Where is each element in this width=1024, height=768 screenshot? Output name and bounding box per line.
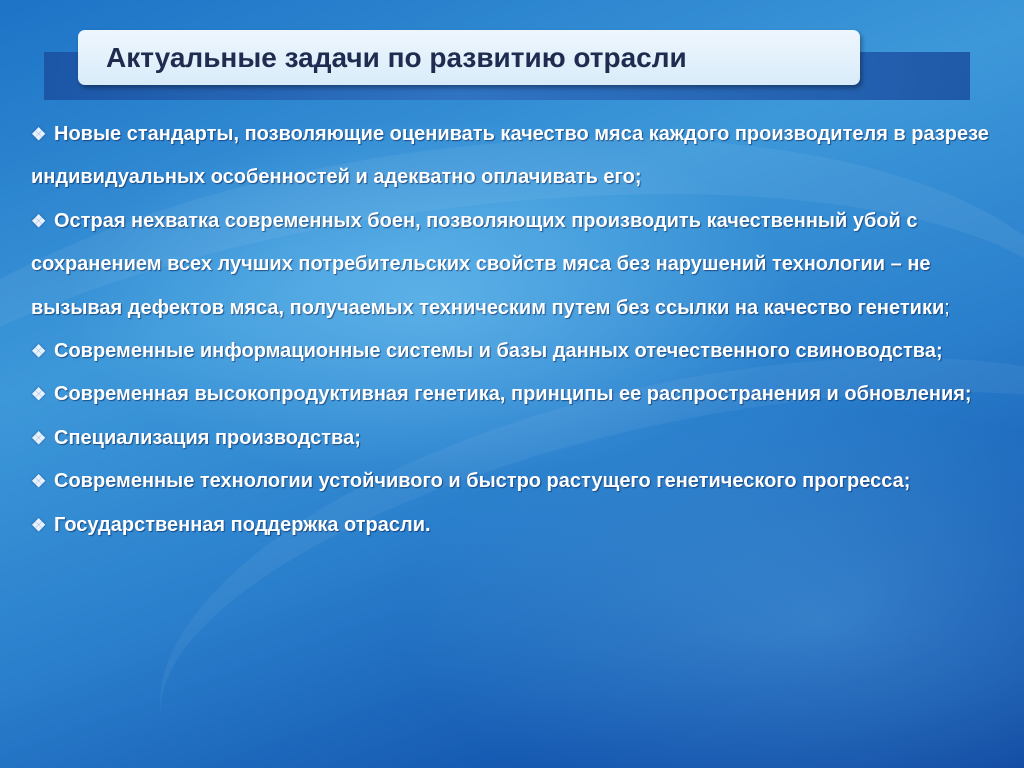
list-item [31,460,1021,503]
item-text: Современная высокопродуктивная генетика, принципы ее распространения и обновления; [54,383,972,406]
slide-title: Актуальные задачи по развитию отрасли [106,41,687,73]
diamond-bullet-icon: ❖ [31,342,47,362]
diamond-bullet-icon: ❖ [31,515,47,535]
diamond-bullet-icon: ❖ [31,428,47,448]
list-item [31,373,1021,416]
diamond-bullet-icon: ❖ [31,385,47,405]
list-item [31,200,1021,330]
item-text: Специализация производства; [54,426,361,449]
item-text: Современные информационные системы и базы данных отечественного свиноводства; [54,340,943,363]
item-trail: ; [944,296,950,319]
diamond-bullet-icon: ❖ [31,211,47,231]
item-text: Острая нехватка современных боен, позволяющих производить качественный убой с сохранением всех лучших потребительских свойств мяса без нарушений технологии – не вызывая дефектов мяса, получаемых техническим путем без ссылки на качество генетики [31,209,945,319]
list-item [31,417,1021,460]
diamond-bullet-icon: ❖ [31,125,47,144]
list-item [31,113,1021,200]
item-text: Современные технологии устойчивого и быстро растущего генетического прогресса; [54,470,911,493]
item-text: Государственная поддержка отрасли. [54,513,431,536]
list-item [31,504,1021,547]
title-box [78,30,860,85]
diamond-bullet-icon: ❖ [31,472,47,492]
bullet-list [31,113,1021,547]
list-item [31,330,1021,373]
item-text: Новые стандарты, позволяющие оценивать качество мяса каждого производителя в разрезе индивидуальных особенностей и адекватно оплачивать его; [31,123,989,189]
